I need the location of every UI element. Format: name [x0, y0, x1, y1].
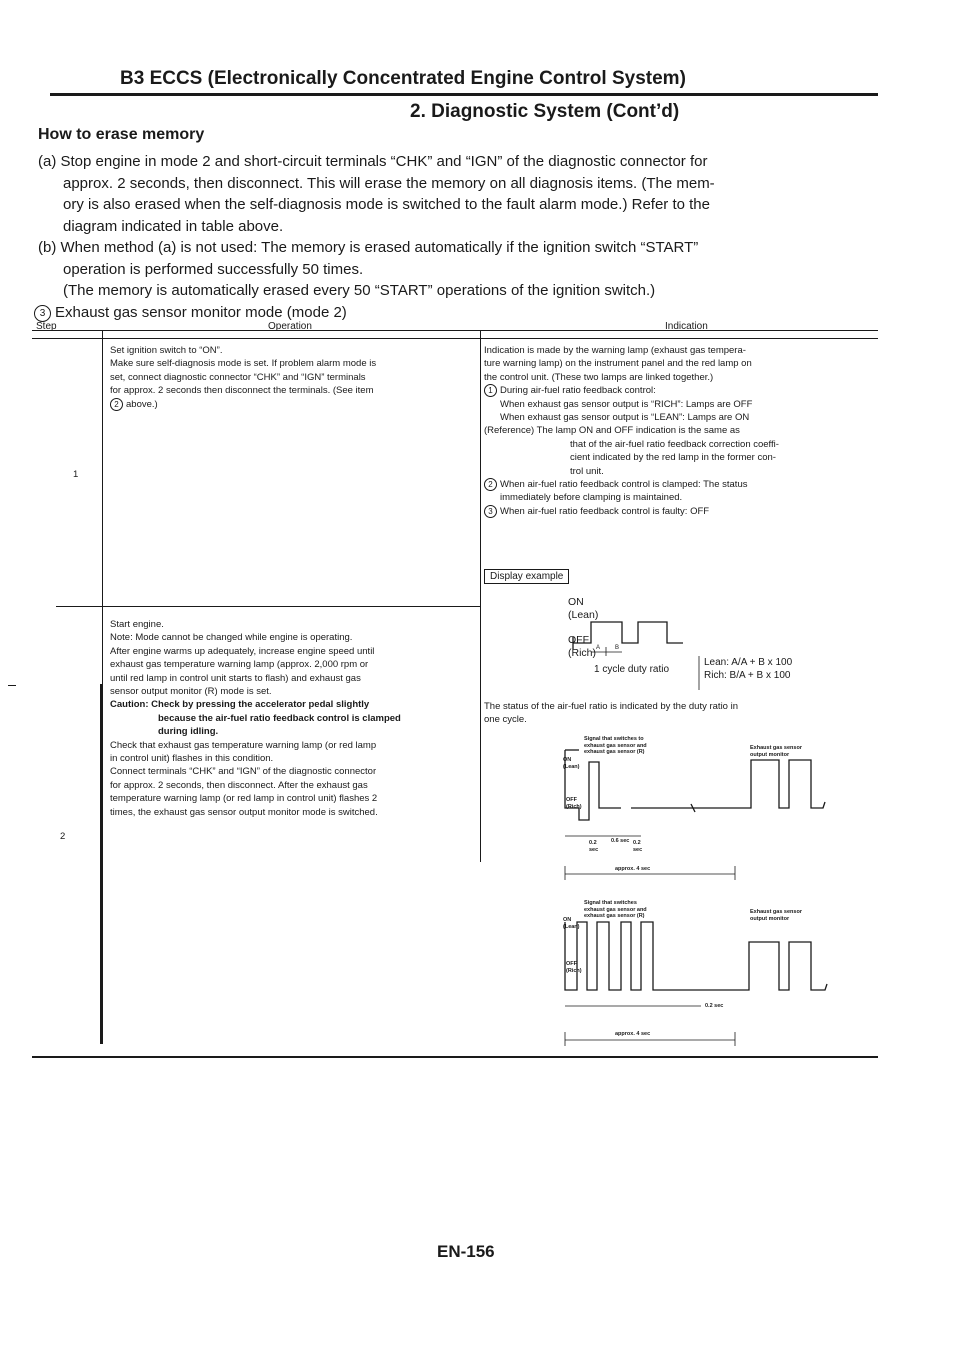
caution-line: because the air-fuel ratio feedback control is clamped: [158, 712, 401, 724]
para-a-line: (a) Stop engine in mode 2 and short-circuit terminals “CHK” and “IGN” of the diagnostic connector for: [38, 153, 708, 170]
rich-label: (Rich): [566, 803, 582, 810]
switch-signal-waveform: [565, 922, 667, 990]
row-divider: [56, 606, 480, 607]
label-line: exhaust gas sensor (R): [584, 749, 645, 755]
off-label: OFF: [566, 961, 577, 967]
text-line: sensor output monitor (R) mode is set.: [110, 686, 272, 698]
text-line: trol unit.: [570, 465, 604, 477]
switch-signal-label: [584, 900, 647, 920]
col-header-step: Step: [36, 321, 57, 332]
operation-step-1: [110, 344, 475, 411]
para-b: [38, 237, 908, 302]
text-line: cient indicated by the red lamp in the former con-: [570, 452, 776, 464]
label-line: Exhaust gas sensor: [750, 909, 802, 915]
margin-mark: [8, 685, 16, 686]
diagram1-off-label: [568, 634, 596, 660]
table-header-rule: [32, 338, 878, 339]
rich-label: (Rich): [566, 967, 582, 974]
monitor-label: [750, 909, 802, 922]
text-line: temperature warning lamp (or red lamp in control unit) flashes 2: [110, 793, 378, 805]
monitor-waveform: [667, 942, 827, 990]
text-line: set, connect diagnostic connector “CHK” and “IGN” terminals: [110, 371, 366, 383]
text-line: for approx. 2 seconds, then disconnect. After the exhaust gas: [110, 779, 368, 791]
label-line: exhaust gas sensor and: [584, 742, 647, 749]
text-line: times, the exhaust gas sensor output monitor mode is switched.: [110, 806, 378, 818]
text-line: When air-fuel ratio feedback control is faulty: OFF: [500, 505, 710, 517]
circled-number: 3: [484, 505, 497, 518]
text-line: one cycle.: [484, 714, 527, 726]
lean-formula: Lean: A/A + B x 100: [704, 657, 793, 668]
text-line: The status of the air-fuel ratio is indicated by the duty ratio in: [484, 701, 738, 712]
timing-label: 0.6 sec: [611, 838, 630, 844]
diagram3-off-label: [566, 961, 582, 974]
indication-step-1: [484, 344, 879, 518]
cycle-label: 1 cycle duty ratio: [594, 664, 670, 675]
step-divider-lower: [100, 684, 103, 1044]
on-label: ON: [563, 917, 572, 923]
diagram3-on-label: [563, 917, 580, 930]
para-b-line: (b) When method (a) is not used: The memory is erased automatically if the ignition switch “START”: [38, 239, 699, 256]
label-line: exhaust gas sensor (R): [584, 913, 645, 919]
circled-number: 2: [484, 478, 497, 491]
operation-step-2: [110, 618, 480, 819]
off-label: OFF: [566, 797, 577, 803]
text-line: When exhaust gas sensor output is “RICH”: Lamps are OFF: [500, 398, 753, 410]
label-line: exhaust gas sensor and: [584, 906, 647, 913]
diagram2-off-label: [566, 797, 582, 810]
operation-divider: [480, 330, 481, 602]
mode-heading-text: Exhaust gas sensor monitor mode (mode 2): [55, 304, 347, 321]
segment-a-label: A: [596, 645, 601, 651]
timing-value: 0.2: [589, 840, 597, 846]
text-line: Check that exhaust gas temperature warning lamp (or red lamp: [110, 739, 377, 751]
text-line: After engine warms up adequately, increase engine speed until: [110, 645, 375, 657]
para-b-line: operation is performed successfully 50 times.: [63, 260, 364, 278]
text-line: exhaust gas temperature warning lamp (approx. 2,000 rpm or: [110, 659, 369, 671]
display-example-label: Display example: [484, 569, 569, 584]
approx-label: approx. 4 sec: [615, 866, 651, 872]
timing-label: [589, 840, 598, 853]
step-number: 2: [60, 831, 66, 842]
col-header-indication: Indication: [665, 321, 708, 332]
para-a: [38, 151, 908, 237]
timing-label: [633, 840, 642, 853]
text-line: until red lamp in control unit starts to flash) and exhaust gas: [110, 672, 361, 684]
page-section-title: B3 ECCS (Electronically Concentrated Engine Control System): [120, 68, 686, 89]
lean-label: (Lean): [563, 923, 580, 930]
text-line: Note: Mode cannot be changed while engine is operating.: [110, 632, 353, 644]
label-line: output monitor: [750, 751, 790, 758]
duty-formulas: [704, 656, 792, 682]
caution-line: during idling.: [158, 726, 219, 738]
approx-label: approx. 4 sec: [615, 1031, 651, 1037]
timing-unit: sec: [633, 846, 643, 853]
para-a-line: diagram indicated in table above.: [63, 217, 284, 235]
lean-label: (Lean): [563, 763, 580, 770]
step-number: 1: [73, 469, 79, 480]
para-a-line: approx. 2 seconds, then disconnect. This will erase the memory on all diagnosis items. (The mem-: [63, 174, 715, 192]
off-label: OFF: [568, 634, 589, 646]
text-line: Start engine.: [110, 619, 164, 630]
page-subtitle: 2. Diagnostic System (Cont’d): [410, 101, 680, 122]
text-line: Indication is made by the warning lamp (exhaust gas tempera-: [484, 345, 746, 356]
monitor-label: [750, 745, 802, 758]
label-line: Signal that switches to: [584, 736, 644, 742]
text-line: for approx. 2 seconds then disconnect the terminals. (See item: [110, 385, 374, 397]
text-line: Connect terminals “CHK” and “IGN” of the diagnostic connector: [110, 766, 377, 778]
col-header-operation: Operation: [268, 321, 312, 332]
text-line: ture warning lamp) on the instrument panel and the red lamp on: [484, 358, 752, 370]
caution-line: Caution: Check by pressing the accelerator pedal slightly: [110, 699, 370, 711]
para-a-line: ory is also erased when the self-diagnosis mode is switched to the fault alarm mode.) Refer to the: [63, 196, 710, 213]
rich-formula: Rich: B/A + B x 100: [704, 670, 791, 681]
timing-unit: sec: [589, 846, 599, 853]
on-label: ON: [563, 757, 572, 763]
switch-signal-label: [584, 736, 647, 756]
text-line: the control unit. (These two lamps are linked together.): [484, 371, 714, 383]
duty-ratio-text: [484, 700, 738, 727]
para-b-line: (The memory is automatically erased every 50 “START” operations of the ignition switch.): [63, 282, 656, 299]
segment-b-label: B: [615, 645, 620, 651]
header-rule: [50, 93, 878, 96]
text-line: immediately before clamping is maintained.: [500, 492, 683, 504]
table-top-rule: [32, 330, 878, 331]
circled-number: 1: [484, 384, 497, 397]
text-line: When air-fuel ratio feedback control is clamped: The status: [500, 479, 748, 491]
label-line: Exhaust gas sensor: [750, 745, 802, 751]
diagram1-on-label: [568, 596, 598, 622]
rich-label: (Rich): [568, 647, 596, 659]
monitor-waveform: [631, 760, 825, 808]
circled-number: 2: [110, 398, 123, 411]
text-line: Make sure self-diagnosis mode is set. If problem alarm mode is: [110, 358, 377, 370]
diagram2-on-label: [563, 757, 580, 770]
label-line: Signal that switches: [584, 900, 637, 906]
on-label: ON: [568, 596, 584, 608]
page-number: EN-156: [437, 1242, 495, 1261]
text-line: that of the air-fuel ratio feedback correction coeffi-: [570, 438, 779, 450]
lean-label: (Lean): [568, 609, 599, 621]
waveform-diagrams: [481, 590, 881, 1060]
timing-value: 0.2: [633, 840, 641, 846]
timing-label: 0.2 sec: [705, 1003, 724, 1009]
text-line: above.): [126, 398, 158, 410]
text-line: Set ignition switch to “ON”.: [110, 345, 223, 356]
text-line: During air-fuel ratio feedback control:: [500, 385, 656, 397]
text-line: When exhaust gas sensor output is “LEAN”: Lamps are ON: [500, 412, 750, 424]
circled-number: 3: [34, 305, 51, 322]
text-line: (Reference) The lamp ON and OFF indication is the same as: [484, 425, 740, 437]
text-line: in control unit) flashes in this condition.: [110, 753, 274, 765]
section-heading: How to erase memory: [38, 126, 205, 143]
step-divider: [102, 330, 103, 684]
label-line: output monitor: [750, 915, 790, 922]
